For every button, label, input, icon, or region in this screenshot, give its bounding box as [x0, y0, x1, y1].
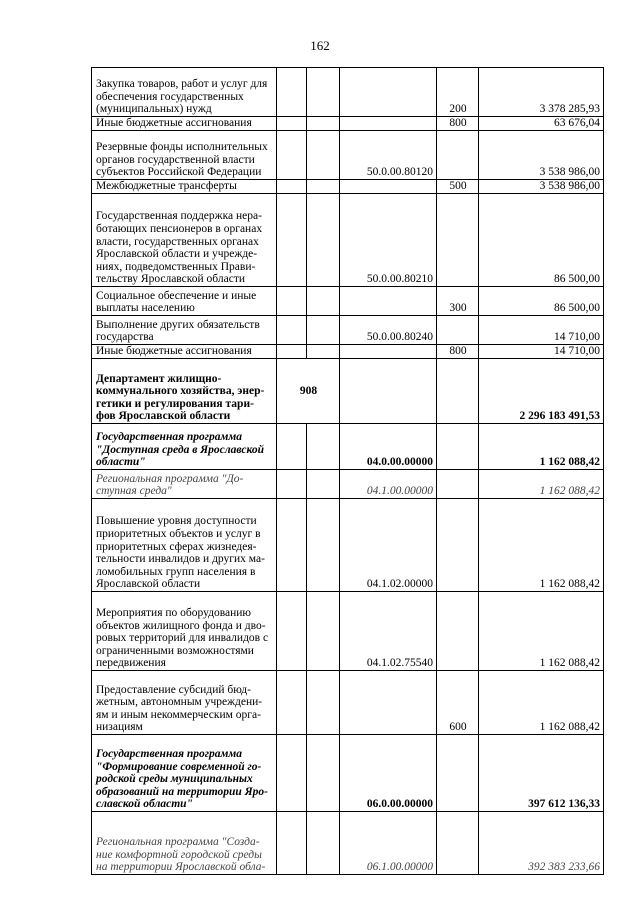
empty-cell [277, 470, 307, 499]
page-number: 162 [310, 38, 330, 53]
table-row [92, 180, 604, 194]
table-row [92, 345, 604, 359]
target-code: 04.0.00.00000 [340, 424, 437, 470]
target-code [340, 671, 437, 735]
empty-cell [277, 68, 307, 117]
expense-type [437, 316, 479, 345]
expense-type [437, 359, 479, 424]
table-row [92, 194, 604, 287]
empty-cell [307, 499, 340, 592]
table-row [92, 424, 604, 470]
amount: 2 296 183 491,53 [479, 359, 604, 424]
expense-type [437, 194, 479, 287]
expense-type [437, 470, 479, 499]
row-name: Государственная поддержка нера- ботающих пенсионеров в органах власти, государственных органах Ярославской области и учрежде- ниях, подведомственных Прави- тельству Ярославской области [92, 194, 277, 287]
empty-cell [277, 592, 307, 671]
amount: 1 162 088,42 [479, 499, 604, 592]
empty-cell [307, 470, 340, 499]
table-row [92, 812, 604, 875]
empty-cell [277, 131, 307, 180]
table-row [92, 131, 604, 180]
table-row [92, 117, 604, 131]
empty-cell [277, 499, 307, 592]
empty-cell [277, 345, 307, 359]
empty-cell [277, 316, 307, 345]
expense-type [437, 812, 479, 875]
empty-cell [277, 287, 307, 316]
target-code: 50.0.00.80120 [340, 131, 437, 180]
table-row [92, 592, 604, 671]
row-name: Государственная программа "Доступная среда в Ярославской области" [92, 424, 277, 470]
expense-type: 500 [437, 180, 479, 194]
empty-cell [307, 592, 340, 671]
expense-type [437, 131, 479, 180]
expense-type: 300 [437, 287, 479, 316]
target-code: 06.0.00.00000 [340, 735, 437, 812]
expense-type [437, 499, 479, 592]
row-name: Закупка товаров, работ и услуг для обеспечения государственных (муниципальных) нужд [92, 68, 277, 117]
empty-cell [307, 180, 340, 194]
empty-cell [307, 345, 340, 359]
empty-cell [277, 812, 307, 875]
row-name: Региональная программа "Созда- ние комфортной городской среды на территории Ярославской обла- [92, 812, 277, 875]
row-name: Иные бюджетные ассигнования [92, 345, 277, 359]
empty-cell [307, 671, 340, 735]
row-name: Резервные фонды исполнительных органов государственной власти субъектов Российской Федерации [92, 131, 277, 180]
empty-cell [307, 287, 340, 316]
target-code: 04.1.02.75540 [340, 592, 437, 671]
target-code [340, 287, 437, 316]
expense-type: 800 [437, 345, 479, 359]
table-row [92, 359, 604, 424]
empty-cell [307, 68, 340, 117]
amount: 3 378 285,93 [479, 68, 604, 117]
budget-table-body [92, 68, 604, 875]
row-name: Иные бюджетные ассигнования [92, 117, 277, 131]
empty-cell [307, 117, 340, 131]
amount: 14 710,00 [479, 345, 604, 359]
amount: 3 538 986,00 [479, 180, 604, 194]
empty-cell [277, 180, 307, 194]
empty-cell [307, 194, 340, 287]
empty-cell [277, 735, 307, 812]
expense-type [437, 735, 479, 812]
target-code [340, 345, 437, 359]
empty-cell [307, 735, 340, 812]
target-code: 50.0.00.80210 [340, 194, 437, 287]
amount: 3 538 986,00 [479, 131, 604, 180]
expense-type: 800 [437, 117, 479, 131]
row-name: Выполнение других обязательств государства [92, 316, 277, 345]
dept-code: 908 [277, 359, 340, 424]
empty-cell [277, 194, 307, 287]
row-name: Предоставление субсидий бюд- жетным, автономным учреждени- ям и иным некоммерческим орга- низациям [92, 671, 277, 735]
table-row [92, 316, 604, 345]
amount: 1 162 088,42 [479, 671, 604, 735]
amount: 63 676,04 [479, 117, 604, 131]
amount: 86 500,00 [479, 194, 604, 287]
row-name: Департамент жилищно- коммунального хозяйства, энер- гетики и регулирования тари- фов Ярославской области [92, 359, 277, 424]
table-row [92, 735, 604, 812]
target-code: 06.1.00.00000 [340, 812, 437, 875]
target-code [340, 359, 437, 424]
row-name: Государственная программа "Формирование современной го- родской среды муниципальных образований на территории Яро- славской области" [92, 735, 277, 812]
row-name: Региональная программа "До- ступная среда" [92, 470, 277, 499]
target-code: 04.1.02.00000 [340, 499, 437, 592]
target-code: 04.1.00.00000 [340, 470, 437, 499]
table-row [92, 671, 604, 735]
empty-cell [307, 131, 340, 180]
row-name: Межбюджетные трансферты [92, 180, 277, 194]
empty-cell [277, 424, 307, 470]
expense-type [437, 424, 479, 470]
amount: 86 500,00 [479, 287, 604, 316]
amount: 1 162 088,42 [479, 470, 604, 499]
target-code [340, 180, 437, 194]
empty-cell [307, 424, 340, 470]
expense-type: 600 [437, 671, 479, 735]
amount: 14 710,00 [479, 316, 604, 345]
table-row [92, 68, 604, 117]
table-row [92, 287, 604, 316]
target-code [340, 68, 437, 117]
budget-table [91, 67, 604, 875]
table-row [92, 470, 604, 499]
expense-type [437, 592, 479, 671]
amount: 392 383 233,66 [479, 812, 604, 875]
amount: 1 162 088,42 [479, 592, 604, 671]
target-code [340, 117, 437, 131]
amount: 1 162 088,42 [479, 424, 604, 470]
empty-cell [307, 812, 340, 875]
empty-cell [277, 117, 307, 131]
empty-cell [277, 671, 307, 735]
empty-cell [307, 316, 340, 345]
target-code: 50.0.00.80240 [340, 316, 437, 345]
row-name: Повышение уровня доступности приоритетных объектов и услуг в приоритетных сферах жизнедея- тельности инвалидов и других ма- ломобильных групп населения в Ярославской области [92, 499, 277, 592]
row-name: Мероприятия по оборудованию объектов жилищного фонда и дво- ровых территорий для инвалидов с ограниченными возможностями передвижения [92, 592, 277, 671]
table-row [92, 499, 604, 592]
expense-type: 200 [437, 68, 479, 117]
row-name: Социальное обеспечение и иные выплаты населению [92, 287, 277, 316]
amount: 397 612 136,33 [479, 735, 604, 812]
